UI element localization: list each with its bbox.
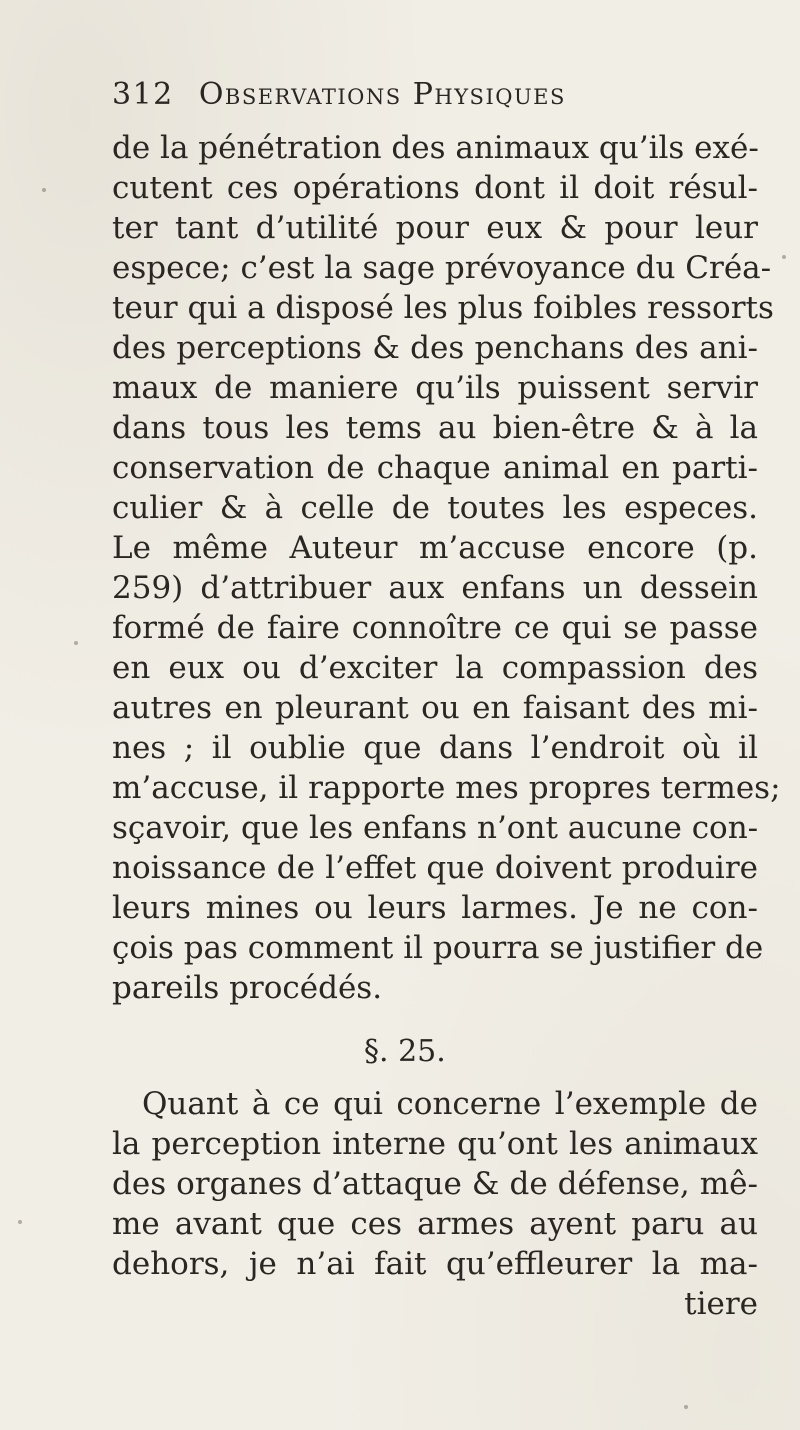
text-line: dehors, je n’ai fait qu’effleurer la ma- [112, 1246, 758, 1282]
running-head: Observations Physiques [198, 77, 566, 112]
text-line: çois pas comment il pourra se justifier de [112, 930, 764, 966]
text-line: culier & à celle de toutes les especes. [112, 490, 758, 526]
text-line: m’accuse, il rapporte mes propres termes; [112, 770, 781, 806]
text-line: conservation de chaque animal en parti- [112, 450, 758, 486]
text-line: noissance de l’effet que doivent produire [112, 850, 758, 886]
text-line: pareils procédés. [112, 970, 383, 1006]
text-line: Le même Auteur m’accuse encore (p. [112, 530, 758, 566]
text-line: cutent ces opérations dont il doit résul- [112, 170, 758, 206]
text-line: teur qui a disposé les plus foibles ressorts [112, 290, 774, 326]
text-line: des perceptions & des penchans des ani- [112, 330, 758, 366]
text-line: en eux ou d’exciter la compassion des [112, 650, 758, 686]
text-line: dans tous les tems au bien-être & à la [112, 410, 758, 446]
text-line: me avant que ces armes ayent paru au [112, 1206, 758, 1242]
section-heading: §. 25. [364, 1034, 446, 1069]
text-line: Quant à ce qui concerne l’exemple de [142, 1086, 758, 1122]
paper-speck [684, 1405, 688, 1409]
text-line: leurs mines ou leurs larmes. Je ne con- [112, 890, 758, 926]
text-line: des organes d’attaque & de défense, mê- [112, 1166, 758, 1202]
text-line: 259) d’attribuer aux enfans un dessein [112, 570, 758, 606]
paragraph-one [112, 128, 781, 1008]
paper-speck [18, 1220, 22, 1224]
paragraph-two [112, 1084, 758, 1324]
paper-speck [74, 641, 78, 645]
text-line: espece; c’est la sage prévoyance du Créa- [112, 250, 772, 286]
text-line: de la pénétration des animaux qu’ils exé- [112, 130, 759, 166]
text-line: sçavoir, que les enfans n’ont aucune con- [112, 810, 759, 846]
text-line: nes ; il oublie que dans l’endroit où il [112, 730, 758, 766]
text-line: autres en pleurant ou en faisant des mi- [112, 690, 758, 726]
text-line: ter tant d’utilité pour eux & pour leur [112, 210, 758, 246]
page-header [112, 72, 732, 118]
text-line: la perception interne qu’ont les animaux [112, 1126, 758, 1162]
catchword: tiere [684, 1286, 758, 1322]
paper-speck [42, 188, 46, 192]
text-line: formé de faire connoître ce qui se passe [112, 610, 758, 646]
paper-speck [782, 255, 786, 259]
text-line: maux de maniere qu’ils puissent servir [112, 370, 758, 406]
page-number: 312 [112, 77, 174, 112]
